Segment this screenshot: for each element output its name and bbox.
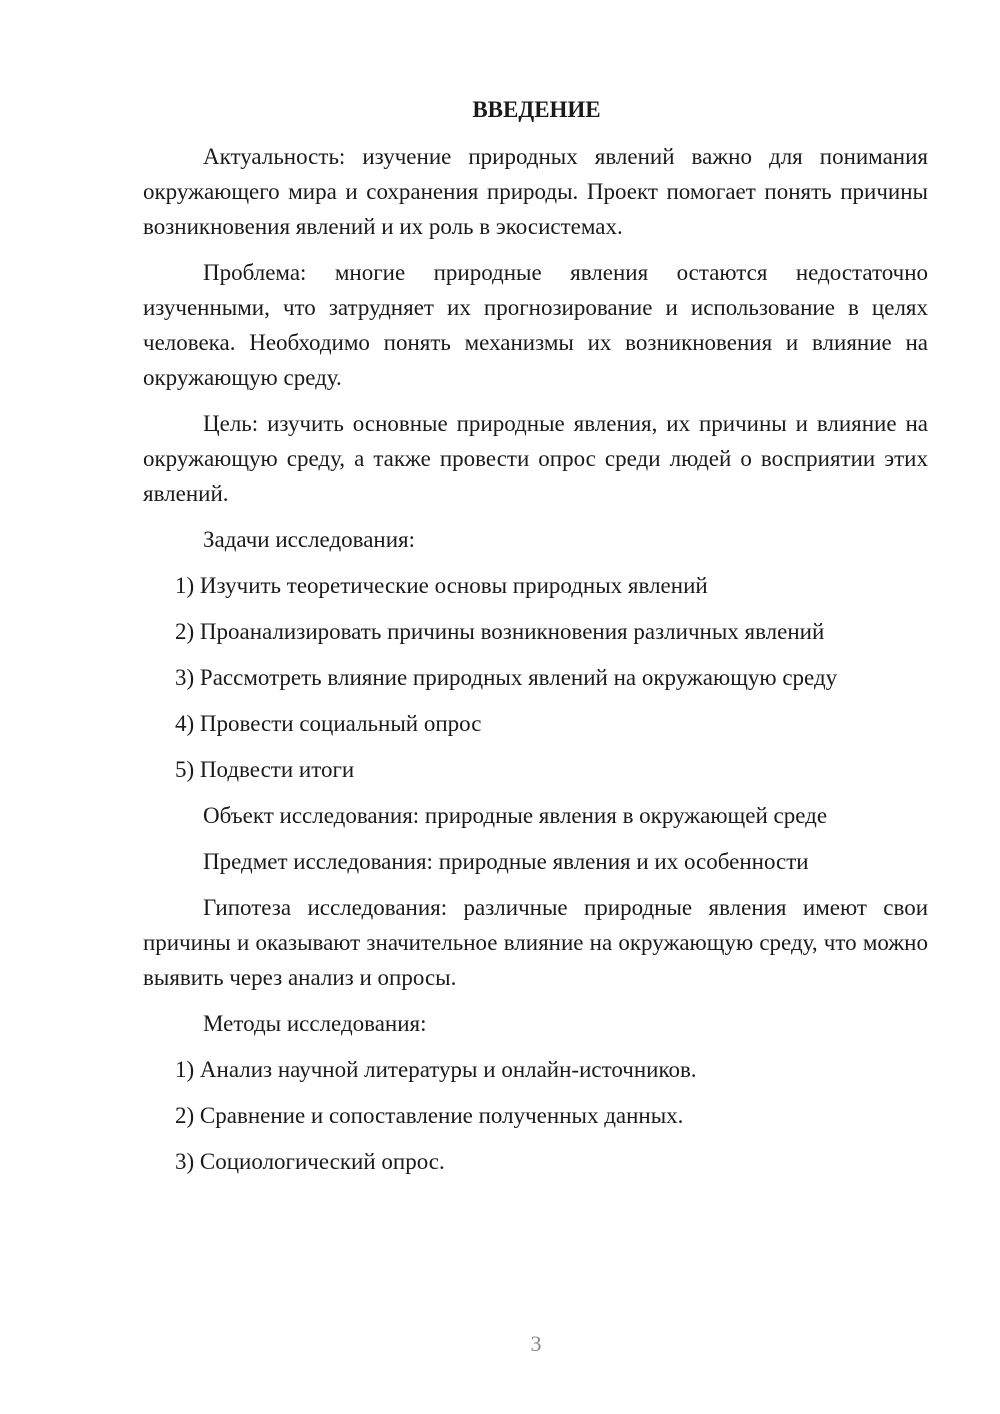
- methods-title: Методы исследования:: [203, 1011, 427, 1036]
- object-paragraph: Объект исследования: природные явления в окружающей среде: [203, 803, 828, 828]
- method-item: 3) Социологический опрос.: [175, 1149, 445, 1174]
- hypothesis-paragraph: Гипотеза исследования: различные природные явления имеют свои причины и оказывают значительное влияние на окружающую среду, что можно выявить через анализ и опросы.: [143, 895, 928, 990]
- goal-paragraph: Цель: изучить основные природные явления, их причины и влияние на окружающую среду, а также провести опрос среди людей о восприятии этих явлений.: [143, 411, 928, 506]
- page-number: 3: [530, 1331, 542, 1356]
- task-item: 5) Подвести итоги: [175, 757, 355, 782]
- method-item: 1) Анализ научной литературы и онлайн-источников.: [175, 1057, 697, 1082]
- method-item: 2) Сравнение и сопоставление полученных данных.: [175, 1103, 684, 1128]
- task-item: 4) Провести социальный опрос: [175, 711, 482, 736]
- tasks-title: Задачи исследования:: [203, 527, 416, 552]
- section-heading: ВВЕДЕНИЕ: [472, 97, 601, 122]
- relevance-paragraph: Актуальность: изучение природных явлений важно для понимания окружающего мира и сохранения природы. Проект помогает понять причины возникновения явлений и их роль в экосистемах.: [143, 144, 928, 239]
- document-body: [143, 92, 928, 1190]
- subject-paragraph: Предмет исследования: природные явления и их особенности: [203, 849, 809, 874]
- task-item: 1) Изучить теоретические основы природных явлений: [175, 573, 708, 598]
- task-item: 2) Проанализировать причины возникновения различных явлений: [175, 619, 825, 644]
- problem-paragraph: Проблема: многие природные явления остаются недостаточно изученными, что затрудняет их прогнозирование и использование в целях человека. Необходимо понять механизмы их возникновения и влияние на окружающую среду.: [143, 260, 928, 390]
- task-item: 3) Рассмотреть влияние природных явлений на окружающую среду: [175, 665, 838, 690]
